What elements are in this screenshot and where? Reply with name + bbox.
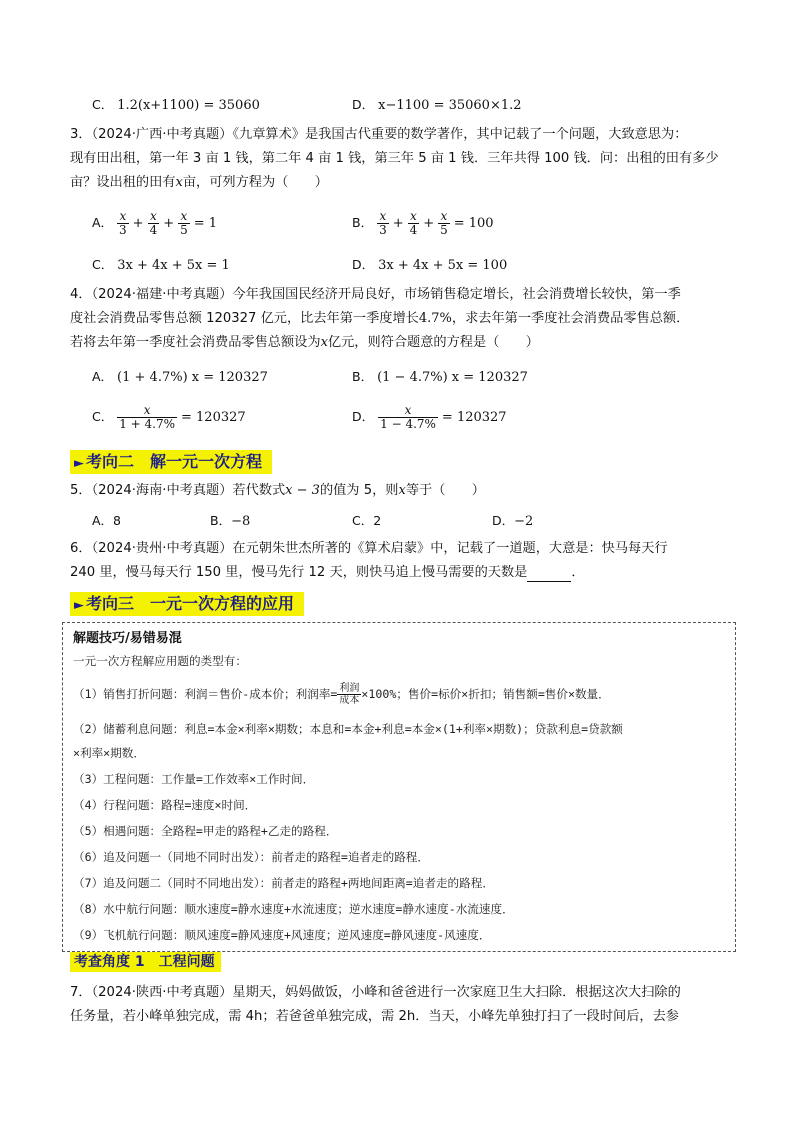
option-label: A． <box>92 369 114 384</box>
q4-text: 若将去年第一季度社会消费品零售总额设为 <box>70 335 321 350</box>
numerator: x <box>148 210 160 224</box>
fraction <box>377 210 389 237</box>
section-heading-3 <box>70 592 304 616</box>
fraction <box>117 404 177 431</box>
tips-title: 解题技巧/易错易混 <box>73 631 182 646</box>
numerator: x <box>117 404 177 418</box>
expression: x − 3 <box>285 483 320 498</box>
q6-text: ． <box>571 565 585 580</box>
fraction <box>438 210 450 237</box>
q5-text: 等于（ ） <box>405 483 485 498</box>
q5-text: 的值为 5，则 <box>319 483 399 498</box>
fraction <box>148 210 160 237</box>
fraction <box>178 210 190 237</box>
option-label: D． <box>352 257 375 272</box>
q4-text: 亿元，则符合题意的方程是（ ） <box>327 335 539 350</box>
numerator: 利润 <box>339 683 360 694</box>
option-label: C． <box>92 97 114 112</box>
tips-row-4: （4）行程问题：路程=速度×时间． <box>73 798 257 812</box>
numerator: x <box>378 404 438 418</box>
denominator: 4 <box>149 223 158 237</box>
option-expression: 3x + 4x + 5x = 1 <box>117 258 230 273</box>
denominator: 5 <box>180 223 188 237</box>
fraction <box>117 210 129 237</box>
denominator: 5 <box>440 223 448 237</box>
fraction <box>408 210 420 237</box>
numerator: x <box>117 210 129 224</box>
q3-option-c <box>92 256 230 275</box>
q4-option-c <box>92 404 246 431</box>
q5-option-c: C．2 <box>352 513 382 528</box>
equation-rhs: = 100 <box>453 216 494 231</box>
option-label: D． <box>492 513 515 528</box>
q7-stem-line-2: 任务量，若小峰单独完成，需 4h；若爸爸单独完成，需 2h．当天，小峰先单独打扫了一段时间后，去参 <box>70 1009 679 1024</box>
percentage: 4.7% <box>418 311 452 326</box>
q4-option-d <box>352 404 507 431</box>
q4-stem-line-3 <box>70 334 539 352</box>
q6-stem-line-1: 6．（2024·贵州·中考真题）在元朝朱世杰所著的《算术启蒙》中，记载了一道题，大意是：快马每天行 <box>70 541 668 556</box>
q4-stem-line-2 <box>70 310 689 328</box>
plus-sign: + <box>163 216 175 231</box>
option-expression: (1 + 4.7%) x = 120327 <box>117 370 268 385</box>
option-label: D． <box>352 409 375 424</box>
q3-text: 亩？设出租的田有 <box>70 175 176 190</box>
tips-row-5: （5）相遇问题：全路程=甲走的路程+乙走的路程． <box>73 824 338 838</box>
numerator: x <box>178 210 190 224</box>
q4-text: 度社会消费品零售总额 120327 亿元，比去年第一季度增长 <box>70 311 419 326</box>
q3-option-b <box>352 210 494 237</box>
section-title: 考向二 解一元一次方程 <box>86 452 263 471</box>
numerator: x <box>438 210 450 224</box>
option-label: B． <box>210 513 232 528</box>
triangle-arrow-icon: ► <box>74 598 84 613</box>
q3-option-d <box>352 256 507 275</box>
variable-x: x <box>320 335 328 350</box>
q5-stem <box>70 482 485 500</box>
denominator: 4 <box>409 223 418 237</box>
section-heading-2 <box>70 450 272 474</box>
q2-option-d <box>352 96 522 115</box>
q5-text: 5．（2024·海南·中考真题）若代数式 <box>70 483 286 498</box>
tips-row-3: （3）工程问题：工作量=工作效率×工作时间． <box>73 772 315 786</box>
q5-option-d <box>492 512 533 531</box>
q4-text: ，求去年第一季度社会消费品零售总额． <box>451 311 690 326</box>
equation-rhs: = 120327 <box>181 410 246 425</box>
option-label: C． <box>92 409 114 424</box>
variable-x: x <box>398 483 406 498</box>
option-expression: 1.2(x+1100) = 35060 <box>117 98 260 113</box>
tips-row-2: （2）储蓄利息问题：利息=本金×利率×期数；本息和=本金+利息=本金×(1+利率×期数)；贷款利息=贷款额 <box>73 722 623 736</box>
q4-stem-line-1: 4．（2024·福建·中考真题）今年我国国民经济开局良好，市场销售稳定增长，社会消费增长较快，第一季 <box>70 287 681 302</box>
plus-sign: + <box>423 216 435 231</box>
denominator: 3 <box>379 223 387 237</box>
option-expression: (1 − 4.7%) x = 120327 <box>377 370 528 385</box>
q6-stem-line-2 <box>70 564 585 582</box>
section-title: 考向三 一元一次方程的应用 <box>86 594 295 613</box>
tips-box <box>62 622 736 952</box>
denominator: 1 − 4.7% <box>380 417 436 431</box>
q3-option-a <box>92 210 217 237</box>
q7-stem-line-1: 7．（2024·陕西·中考真题）星期天，妈妈做饭，小峰和爸爸进行一次家庭卫生大扫除．根据这次大扫除的 <box>70 985 681 1000</box>
option-expression: x−1100 = 35060×1.2 <box>378 98 522 113</box>
equation-rhs: = 1 <box>193 216 217 231</box>
triangle-arrow-icon: ► <box>74 456 84 471</box>
tips-row-8: （8）水中航行问题：顺水速度=静水速度+水流速度；逆水速度=静水速度-水流速度． <box>73 902 514 916</box>
q3-text: 亩，可列方程为（ ） <box>182 175 328 190</box>
q2-option-c <box>92 96 260 115</box>
q5-option-a: A．8 <box>92 513 122 528</box>
denominator: 3 <box>119 223 127 237</box>
option-value: −8 <box>231 514 251 529</box>
equation-rhs: = 120327 <box>441 410 507 425</box>
option-label: A． <box>92 215 114 230</box>
tips-row-6: （6）追及问题一（同地不同时出发）：前者走的路程=追者走的路程． <box>73 850 429 864</box>
tips-row-7: （7）追及问题二（同时不同地出发）：前者走的路程+两地间距离=追者走的路程． <box>73 876 494 890</box>
numerator: x <box>408 210 420 224</box>
tips-text: ×100%；售价=标价×折扣；销售额=售价×数量． <box>361 687 610 701</box>
option-label: B． <box>352 215 374 230</box>
variable-x: x <box>175 175 183 190</box>
fraction <box>378 404 438 431</box>
denominator: 1 + 4.7% <box>119 417 176 431</box>
q6-text: 240 里，慢马每天行 150 里，慢马先行 12 天，则快马追上慢马需要的天数是 <box>70 565 528 580</box>
plus-sign: + <box>392 216 404 231</box>
option-label: B． <box>352 369 374 384</box>
angle-heading-1: 考查角度 1 工程问题 <box>70 952 221 972</box>
tips-row-1 <box>73 683 610 706</box>
q3-stem-line-2: 现有田出租，第一年 3 亩 1 钱，第二年 4 亩 1 钱，第三年 5 亩 1 钱．三年共得 100 钱．问：出租的田有多少 <box>70 151 719 166</box>
answer-blank[interactable] <box>527 567 571 582</box>
tips-row-2-cont: ×利率×期数． <box>73 746 145 760</box>
tips-row-9: （9）飞机航行问题：顺风速度=静风速度+风速度；逆风速度=静风速度-风速度． <box>73 928 491 942</box>
q5-option-b <box>210 512 250 531</box>
q4-option-b <box>352 368 528 387</box>
tips-intro: 一元一次方程解应用题的类型有： <box>73 654 247 668</box>
option-label: D． <box>352 97 375 112</box>
option-value: −2 <box>514 514 534 529</box>
q3-stem-line-3 <box>70 174 328 192</box>
tips-text: （1）销售打折问题：利润＝售价-成本价；利润率= <box>73 687 338 701</box>
denominator: 成本 <box>339 695 360 706</box>
numerator: x <box>377 210 389 224</box>
option-expression: 3x + 4x + 5x = 100 <box>378 258 508 273</box>
q3-stem-line-1: 3．（2024·广西·中考真题）《九章算术》是我国古代重要的数学著作，其中记载了一个问题，大致意思为： <box>70 127 688 142</box>
option-label: C． <box>92 257 114 272</box>
plus-sign: + <box>132 216 144 231</box>
q4-option-a <box>92 368 268 387</box>
profit-rate-fraction <box>337 683 361 706</box>
